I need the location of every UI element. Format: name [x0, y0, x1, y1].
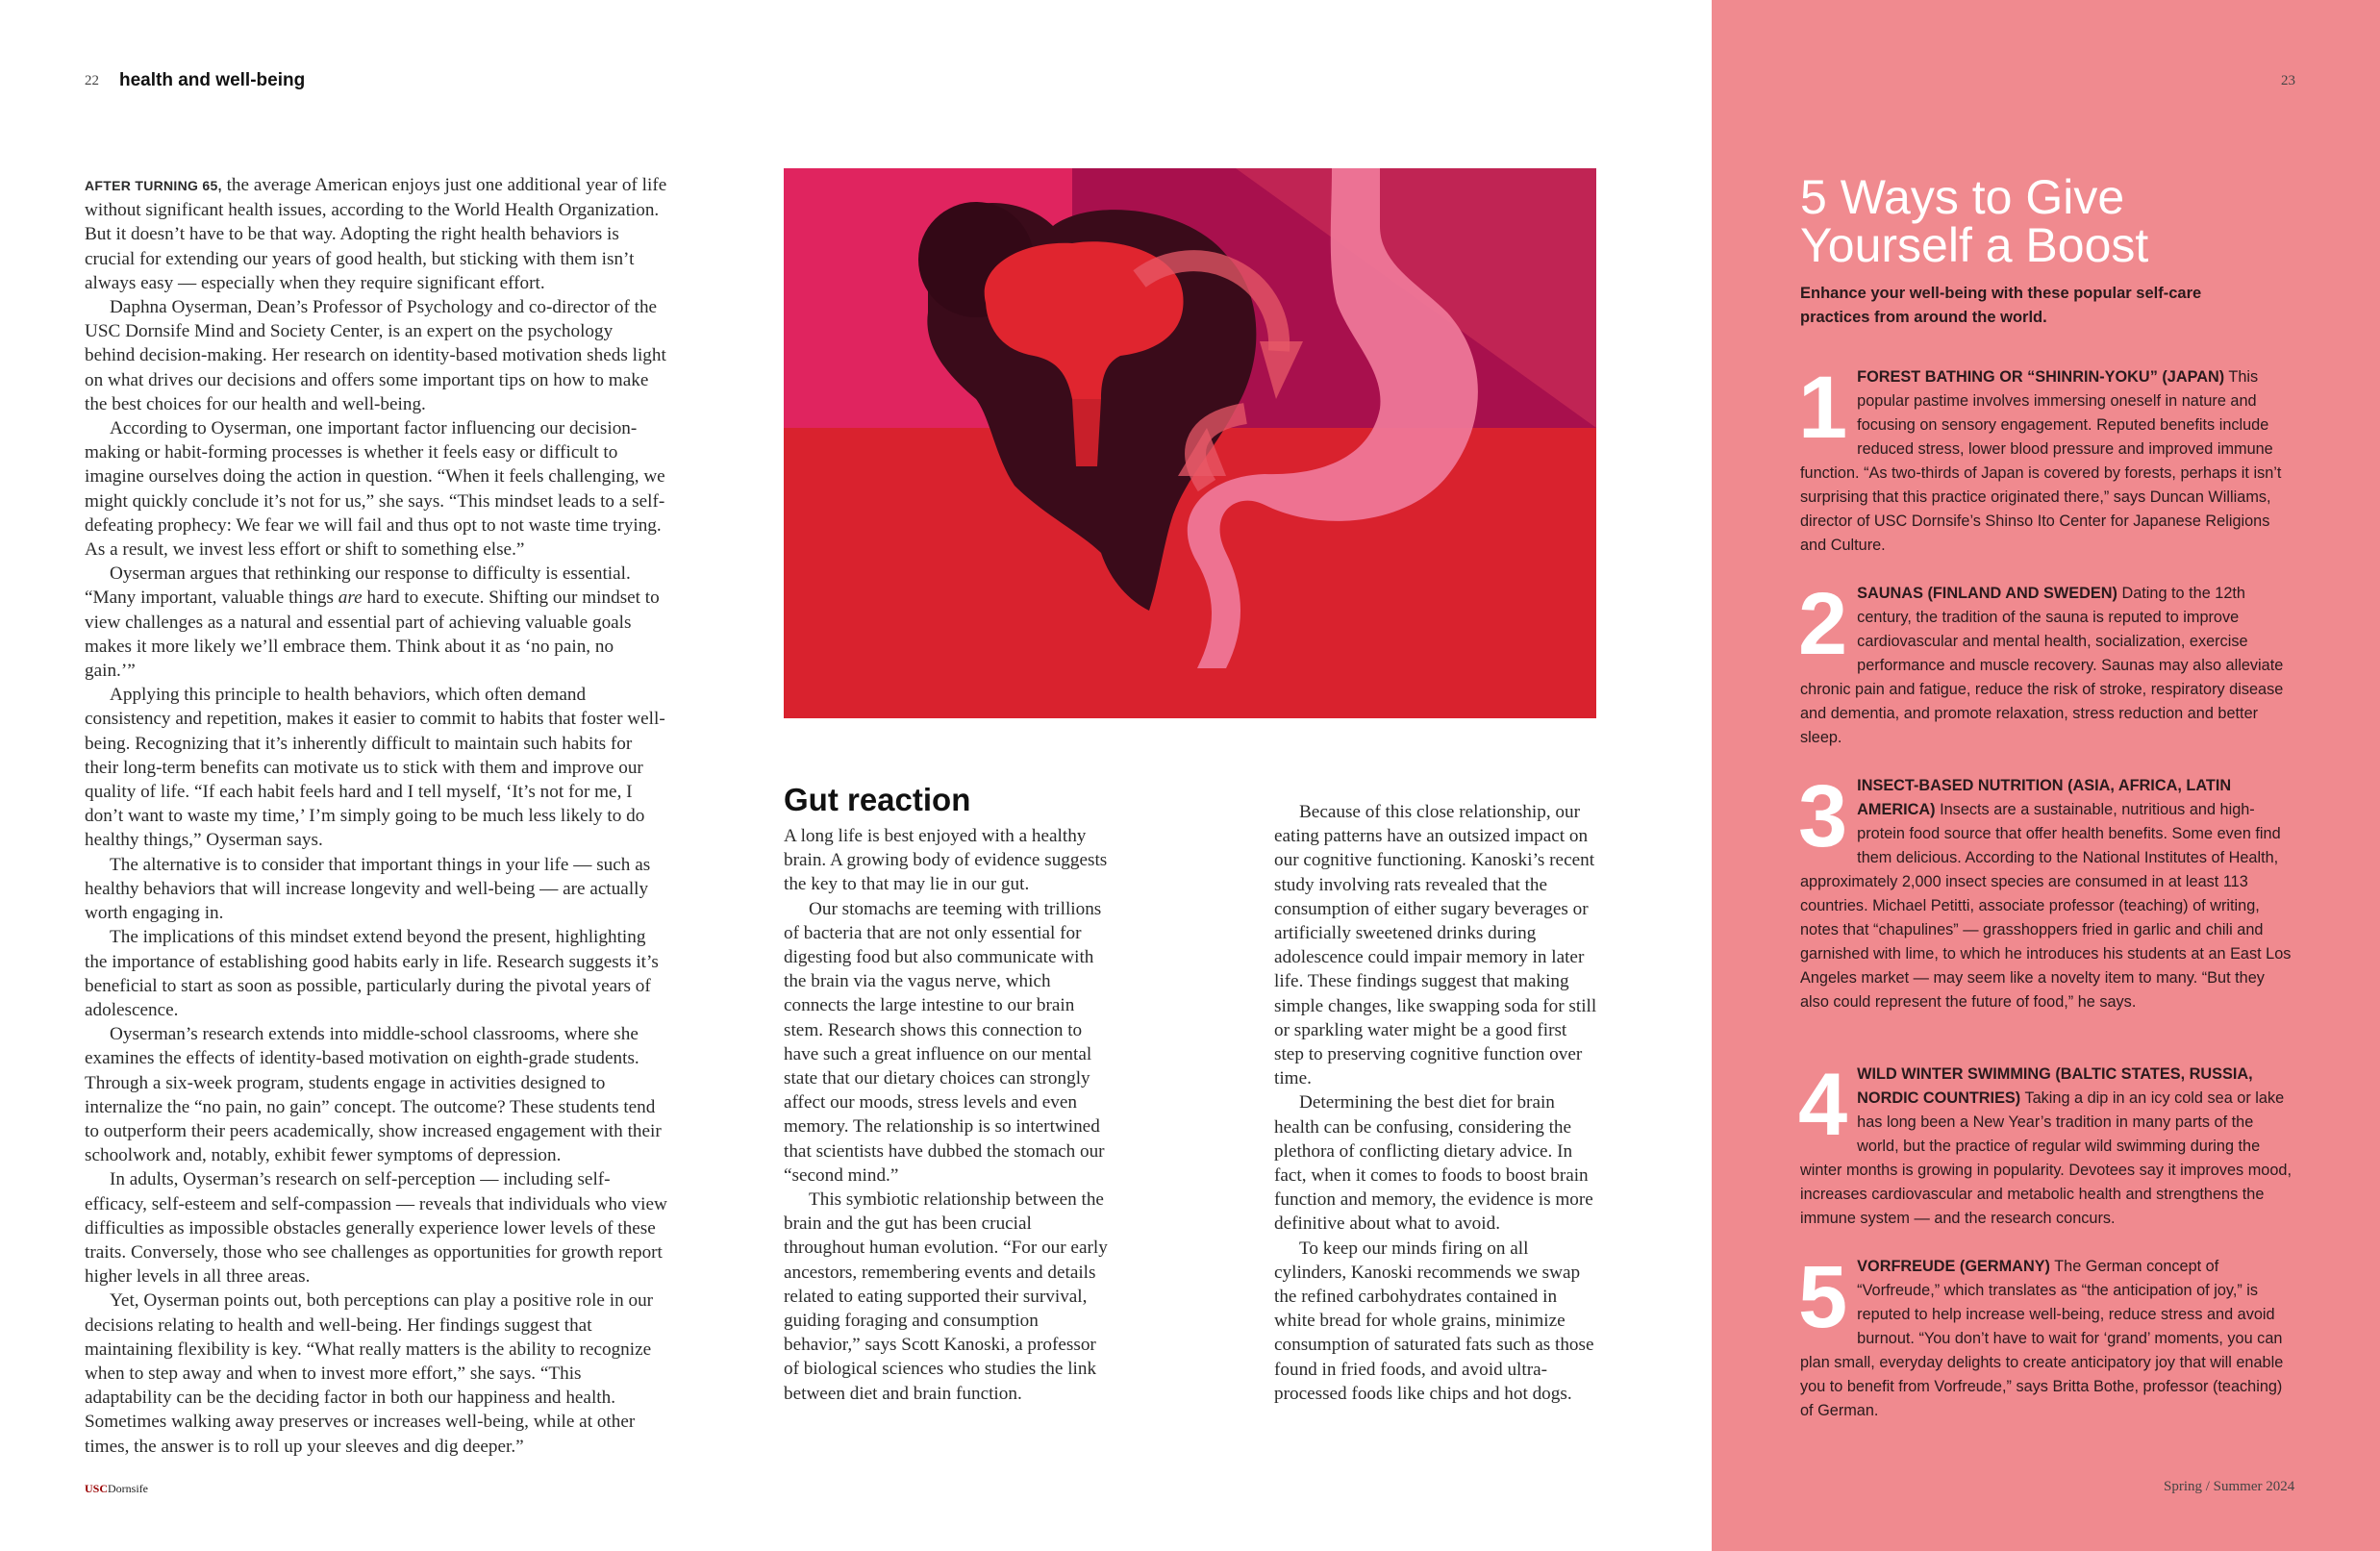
way-body: The German concept of “Vorfreude,” which translates as “the anticipation of joy,” is reputed to help increase well-being, reduce stress and avoid burnout. “You don’t have to wait for ‘grand’ moments, you can plan small, everyday delights to create anticipatory joy that will enable you to benefit from Vorfreude,” says Britta Bothe, professor (teaching) of German. [1800, 1258, 2284, 1419]
sidebar-title: 5 Ways to Give Yourself a Boost [1800, 170, 2149, 272]
gut-paragraph: A long life is best enjoyed with a healthy brain. A growing body of evidence suggests the key to that may lie in our gut. [784, 826, 1108, 895]
way-item-1 [1798, 359, 2292, 558]
way-item-2 [1798, 575, 2292, 750]
gut-column-2 [1274, 800, 1597, 1406]
article-paragraph: Yet, Oyserman points out, both perceptions can play a positive role in our decisions relating to health and well-being. Her findings suggest that maintaining flexibility is key. “What really matters is the ability to recognize when to step away and when to invest more effort,” she says. “This adaptability can be the deciding factor in both our happiness and health. Sometimes walking away preserves or increases well-being, while at other times, the answer is to roll up your sleeves and dig deeper.” [85, 1290, 654, 1457]
article-column [85, 173, 667, 1459]
way-number: 5 [1798, 1248, 1848, 1346]
section-title: health and well-being [119, 70, 306, 90]
way-number: 3 [1798, 767, 1848, 865]
article-paragraph: The alternative is to consider that important things in your life — such as healthy behaviors that will increase longevity and well-being — are actually worth engaging in. [85, 854, 651, 924]
gut-paragraph: Our stomachs are teeming with trillions of bacteria that are not only essential for digesting food but also communicate with the brain via the vagus nerve, which connects the large intestine to our brain stem. Research shows this connection to have such a great influence on our mental state that our dietary choices can strongly affect our moods, stress levels and even memory. The relationship is so intertwined that scientists have dubbed the stomach our “second mind.” [784, 898, 1105, 1186]
gut-heading: Gut reaction [784, 782, 971, 817]
article-paragraph: The implications of this mindset extend beyond the present, highlighting the importance of establishing good habits early in life. Research suggests it’s beneficial to start as soon as possible, particularly during the pivotal years of adolescence. [85, 927, 659, 1020]
page-number-right: 23 [2281, 73, 2295, 88]
way-body: Taking a dip in an icy cold sea or lake has long been a New Year’s tradition in many parts of the world, but the practice of regular wild swimming during the winter months is growing in popularity. Devotees say it improves mood, increases cardiovascular and metabolic health and strengthens the immune system — and the research concurs. [1800, 1089, 2292, 1227]
brain-gut-illustration [784, 168, 1596, 718]
gut-column-1 [784, 824, 1111, 1406]
gut-paragraph: Determining the best diet for brain health can be confusing, considering the plethora of conflicting dietary advice. In fact, when it comes to foods to boost brain function and memory, the evidence is more definitive about what to avoid. [1274, 1092, 1593, 1235]
page-number-left: 22 [85, 73, 99, 88]
way-heading: INSECT-BASED NUTRITION (ASIA, AFRICA, LATIN AMERICA) [1857, 777, 2232, 818]
way-number: 2 [1798, 575, 1848, 673]
way-item-4 [1798, 1056, 2292, 1231]
way-number: 4 [1798, 1056, 1848, 1154]
way-heading: WILD WINTER SWIMMING (BALTIC STATES, RUSSIA, NORDIC COUNTRIES) [1857, 1065, 2253, 1107]
way-body: Insects are a sustainable, nutritious and high-protein food source that offer health benefits. Some even find them delicious. According to the National Institutes of Health, approximately 2,000 insect species are consumed in at least 113 countries. Michael Petitti, associate professor (teaching) of writing, notes that “chapulines” — grasshoppers fried in garlic and chili and garnished with lime, to which he introduces his students at an East Los Angeles market — may seem like a novelty item to many. “But they also could represent the future of food,” he says. [1800, 801, 2292, 1011]
usc-dornsife-logo: USCDornsife [85, 1482, 149, 1495]
sidebar-intro: Enhance your well-being with these popular self-care practices from around the world. [1800, 285, 2202, 326]
gut-paragraph: Because of this close relationship, our eating patterns have an outsized impact on our cognitive functioning. Kanoski’s recent study involving rats revealed that the consumption of either sugary beverages or artificially sweetened drinks during adolescence could impair memory in later life. These findings suggest that making simple changes, like swapping soda for still or sparkling water might be a good first step to preserving cognitive function over time. [1274, 802, 1597, 1089]
way-heading: FOREST BATHING OR “SHINRIN-YOKU” (JAPAN) [1857, 368, 2225, 386]
article-paragraph: In adults, Oyserman’s research on self-perception — including self-efficacy, self-esteem and self-compassion — reveals that individuals who view difficulties as impossible obstacles generally experience lower levels of these traits. Conversely, those who see challenges as opportunities for growth report higher levels in all three areas. [85, 1169, 667, 1288]
way-item-5 [1798, 1248, 2292, 1423]
way-item-3 [1798, 767, 2292, 1014]
way-heading: VORFREUDE (GERMANY) [1857, 1258, 2050, 1275]
way-body: Dating to the 12th century, the tradition of the sauna is reputed to improve cardiovascular and mental health, socialization, exercise performance and muscle recovery. Saunas may also alleviate chronic pain and fatigue, reduce the risk of stroke, respiratory disease and dementia, and promote relaxation, stress reduction and better sleep. [1800, 585, 2284, 746]
lead-in: AFTER TURNING 65, [85, 178, 222, 193]
article-paragraph: According to Oyserman, one important factor influencing our decision-making or habit-forming processes is whether it feels easy or difficult to imagine ourselves doing the action in question. “When it feels challenging, we might quickly conclude it’s not for us,” she says. “This mindset leads to a self-defeating prophecy: We fear we will fail and thus opt to not waste time trying. As a result, we invest less effort or shift to something else.” [85, 418, 665, 561]
article-paragraph: Oyserman’s research extends into middle-school classrooms, where she examines the effects of identity-based motivation on eighth-grade students. Through a six-week program, students engage in activities designed to internalize the “no pain, no gain” concept. The outcome? These students tend to outperform their peers academically, show increased engagement with their schoolwork and, notably, exhibit fewer symptoms of depression. [85, 1024, 662, 1166]
article-paragraph: Applying this principle to health behaviors, which often demand consistency and repetition, makes it easier to commit to habits that foster well-being. Recognizing that it’s inherently difficult to maintain such habits for their long-term benefits can motivate us to stick with them and improve our quality of life. “If each habit feels hard and I tell myself, ‘It’s not for me, I don’t want to waste my time,’ I’m simply going to be much less likely to do healthy things,” Oyserman says. [85, 685, 665, 851]
way-body: This popular pastime involves immersing oneself in nature and focusing on sensory engagement. Reputed benefits include reduced stress, lower blood pressure and improved immune function. “As two-thirds of Japan is covered by forests, perhaps it isn’t surprising that this practice originated there,” says Duncan Williams, director of USC Dornsife’s Shinso Ito Center for Japanese Religions and Culture. [1800, 368, 2282, 554]
way-number: 1 [1798, 359, 1848, 457]
article-paragraph: Daphna Oyserman, Dean’s Professor of Psychology and co-director of the USC Dornsife Mind and Society Center, is an expert on the psychology behind decision-making. Her research on identity-based motivation sheds light on what drives our decisions and offers some important tips on how to make the best choices for our health and well-being. [85, 297, 666, 414]
article-paragraph: Oyserman argues that rethinking our response to difficulty is essential. “Many important, valuable things are hard to execute. Shifting our mindset to view challenges as a natural and essential part of achieving valuable goals makes it more likely we’ll embrace them. Think about it as ‘no pain, no gain.’” [85, 563, 660, 682]
brain-gut-artwork [784, 168, 1596, 718]
article-paragraph: AFTER TURNING 65, the average American enjoys just one additional year of life without significant health issues, according to the World Health Organization. But it doesn’t have to be that way. Adopting the right health behaviors is crucial for extending our years of good health, but sticking with them isn’t always easy — especially when they require significant effort. [85, 175, 667, 293]
way-heading: SAUNAS (FINLAND AND SWEDEN) [1857, 585, 2117, 602]
gut-paragraph: To keep our minds firing on all cylinders, Kanoski recommends we swap the refined carbohydrates contained in white bread for whole grains, minimize consumption of saturated fats such as those found in fried foods, and avoid ultra-processed foods like chips and hot dogs. [1274, 1238, 1594, 1404]
issue-footer: Spring / Summer 2024 [2164, 1479, 2295, 1494]
gut-paragraph: This symbiotic relationship between the brain and the gut has been crucial throughout human evolution. “For our early ancestors, remembering events and details related to eating supported their survival, guiding foraging and consumption behavior,” says Scott Kanoski, a professor of biological sciences who studies the link between diet and brain function. [784, 1189, 1108, 1404]
